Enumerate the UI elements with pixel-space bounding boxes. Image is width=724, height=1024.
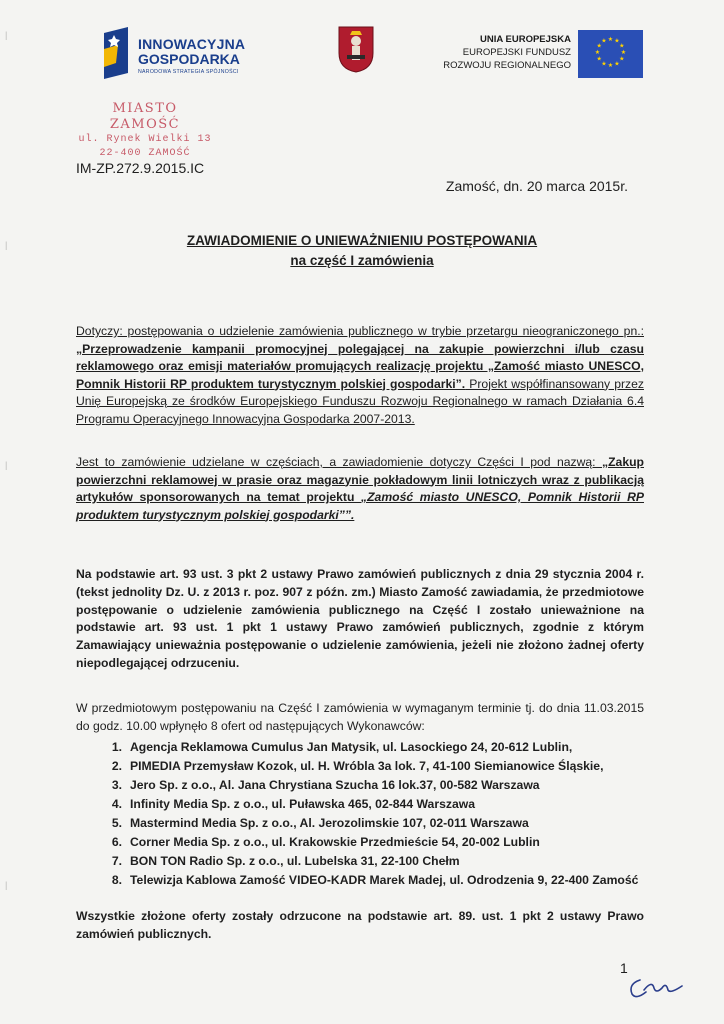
offer-number: 7. xyxy=(111,854,122,868)
signature-initials xyxy=(626,970,686,1000)
eu-text-line1: UNIA EUROPEJSKA xyxy=(480,34,571,45)
stamp-line2: ul. Rynek Wielki 13 xyxy=(78,134,212,145)
svg-text:★: ★ xyxy=(620,49,627,56)
offer-item xyxy=(94,738,654,757)
ig-flag-icon xyxy=(100,27,130,79)
svg-text:★: ★ xyxy=(619,42,625,50)
offer-number: 3. xyxy=(111,778,122,792)
page-number: 1 xyxy=(620,960,628,976)
offer-item xyxy=(94,795,654,814)
paragraph-legal-basis: Na podstawie art. 93 ust. 3 pkt 2 ustawy Prawo zamówień publicznych z dnia 29 stycznia 2004 r. (tekst jednolity Dz. U. z 2013 r. poz. 907 z późn. zm.) Miasto Zamość zawiadamia, że przedmiotowe postępowanie o udzielenie zamówienia publicznego na Część I zostało unieważnione na podstawie art. 93 ust. 1 pkt 1 ustawy Prawo zamówień publicznych, zgodnie z którym Zamawiający unieważnia postępowanie o udzielenie zamówienia, jeżeli nie złożono żadnej oferty niepodlegającej odrzuceniu. xyxy=(76,567,644,670)
document-date: Zamość, dn. 20 marca 2015r. xyxy=(445,178,628,194)
offer-text: Mastermind Media Sp. z o.o., Al. Jerozolimskie 107, 02-011 Warszawa xyxy=(130,816,529,830)
svg-text:★: ★ xyxy=(601,37,607,45)
paragraph-part-italic: „Zamość miasto UNESCO, Pomnik Historii RP produktem turystycznym polskiej gospodarki””. xyxy=(76,490,644,522)
paragraph-subject xyxy=(76,323,644,428)
eu-text-line2: EUROPEJSKI FUNDUSZ xyxy=(462,47,571,58)
reference-number: IM-ZP.272.9.2015.IC xyxy=(76,160,205,176)
paragraph-subject-lead: Dotyczy: postępowania o udzielenie zamówienia publicznego w trybie przetargu nieograniczonego pn.: xyxy=(76,324,644,338)
paragraph-offers-intro: W przedmiotowym postępowaniu na Część I zamówienia w wymaganym terminie tj. do dnia 11.03.2015 do godz. 10.00 wpłynęło 8 ofert od następujących Wykonawców: xyxy=(76,701,644,733)
offer-text: BON TON Radio Sp. z o.o., ul. Lubelska 31, 22-100 Chełm xyxy=(130,854,460,868)
paragraph-part-bold: „Zakup powierzchni reklamowej w prasie oraz magazynie pokładowym linii lotniczych wraz z publikacją artykułów sponsorowanych na temat projektu xyxy=(76,455,644,504)
margin-mark: | xyxy=(5,30,8,40)
offer-text: Agencja Reklamowa Cumulus Jan Matysik, ul. Lasockiego 24, 20-612 Lublin, xyxy=(130,740,573,754)
ig-logo-line1: INNOWACYJNA xyxy=(138,36,246,52)
offer-text: Infinity Media Sp. z o.o., ul. Puławska 465, 02-844 Warszawa xyxy=(130,797,475,811)
offer-item xyxy=(94,852,654,871)
offer-number: 5. xyxy=(111,816,122,830)
ig-logo-line3: NARODOWA STRATEGIA SPÓJNOŚCI xyxy=(138,69,239,75)
offer-item xyxy=(94,757,654,776)
city-stamp xyxy=(76,101,214,161)
offer-number: 6. xyxy=(111,835,122,849)
offer-number: 1. xyxy=(111,740,122,754)
eu-text-line3: ROZWOJU REGIONALNEGO xyxy=(443,60,571,71)
svg-text:★: ★ xyxy=(614,60,620,68)
offer-number: 4. xyxy=(111,797,122,811)
svg-text:★: ★ xyxy=(607,36,614,43)
paragraph-conclusion: Wszystkie złożone oferty zostały odrzucone na podstawie art. 89. ust. 1 pkt 2 ustawy Prawo zamówień publicznych. xyxy=(76,909,644,941)
svg-text:★: ★ xyxy=(619,55,625,63)
svg-text:★: ★ xyxy=(596,42,602,50)
offer-item xyxy=(94,814,654,833)
offer-text: Corner Media Sp. z o.o., ul. Krakowskie Przedmieście 54, 20-002 Lublin xyxy=(130,835,540,849)
innowacyjna-gospodarka-logo xyxy=(100,27,270,83)
svg-text:★: ★ xyxy=(607,62,614,69)
svg-text:★: ★ xyxy=(594,49,601,56)
margin-mark: | xyxy=(5,880,8,890)
offer-number: 2. xyxy=(111,759,122,773)
document-subtitle: na część I zamówienia xyxy=(290,253,434,268)
offer-item xyxy=(94,776,654,795)
margin-mark: | xyxy=(5,240,8,250)
svg-text:★: ★ xyxy=(601,60,607,68)
zamosc-crest-icon xyxy=(337,25,375,73)
stamp-line1: MIASTO ZAMOŚĆ xyxy=(109,101,181,132)
offer-text: Telewizja Kablowa Zamość VIDEO-KADR Marek Madej, ul. Odrodzenia 9, 22-400 Zamość xyxy=(130,873,639,887)
paragraph-part-lead: Jest to zamówienie udzielane w częściach, a zawiadomienie dotyczy Części I pod nazwą: xyxy=(76,455,603,469)
ig-logo-line2: GOSPODARKA xyxy=(138,51,240,67)
offer-text: PIMEDIA Przemysław Kozok, ul. H. Wróbla 3a lok. 7, 41-100 Siemianowice Śląskie, xyxy=(130,759,604,773)
paragraph-part xyxy=(76,454,644,524)
paragraph-subject-tail: Projekt współfinansowany przez Unię Europejską ze środków Europejskiego Funduszu Rozwoju Regionalnego w ramach Działania 6.4 Programu Operacyjnego Innowacyjna Gospodarka 2007-2013. xyxy=(76,376,644,426)
eu-flag-icon xyxy=(578,30,643,78)
eu-fund-text xyxy=(443,33,571,72)
offers-list xyxy=(94,738,654,890)
svg-text:★: ★ xyxy=(614,37,620,45)
svg-text:★: ★ xyxy=(596,55,602,63)
stamp-line3: 22-400 ZAMOŚĆ xyxy=(99,148,191,159)
offer-item xyxy=(94,833,654,852)
offer-text: Jero Sp. z o.o., Al. Jana Chrystiana Szucha 16 lok.37, 00-582 Warszawa xyxy=(130,778,540,792)
offer-number: 8. xyxy=(111,873,122,887)
document-title: ZAWIADOMIENIE O UNIEWAŻNIENIU POSTĘPOWANIA xyxy=(186,233,538,248)
offer-item xyxy=(94,871,654,890)
paragraph-subject-bold: „Przeprowadzenie kampanii promocyjnej polegającej na zakupie powierzchni i/lub czasu reklamowego oraz emisji materiałów promujących realizację projektu „Zamość miasto UNESCO, Pomnik Historii RP produktem turystycznym polskiej gospodarki”. xyxy=(76,341,644,391)
margin-mark: | xyxy=(5,460,8,470)
